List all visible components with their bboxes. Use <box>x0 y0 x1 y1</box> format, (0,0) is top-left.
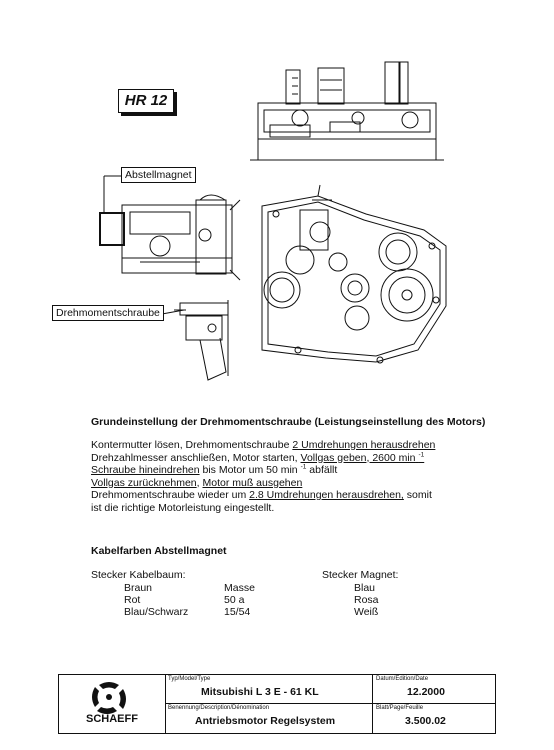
page-value: 3.500.02 <box>405 715 446 727</box>
gear-upper-right <box>379 233 417 271</box>
section-heading-kabelfarben: Kabelfarben Abstellmagnet <box>91 545 227 557</box>
cable-left-1: Braun <box>124 582 153 594</box>
instruction-text <box>91 439 511 514</box>
model-box: HR 12 <box>118 89 174 113</box>
type-label: Typ/Model/Type <box>168 676 211 682</box>
cable-right-3: Weiß <box>354 606 379 618</box>
title-block <box>58 674 496 734</box>
cell-page <box>373 704 495 733</box>
cable-left-2: Rot <box>124 594 141 606</box>
cable-right-2: Rosa <box>354 594 379 606</box>
header-stecker-kabelbaum: Stecker Kabelbaum: <box>91 569 186 581</box>
description-value: Antriebsmotor Regelsystem <box>195 715 336 727</box>
date-value: 12.2000 <box>407 686 445 698</box>
top-assembly-drawing <box>250 62 444 160</box>
leader-drehmomentschraube <box>162 310 184 314</box>
schaeff-logo <box>59 675 166 733</box>
schaeff-emblem-icon <box>59 677 165 715</box>
cable-mid-3: 15/54 <box>224 606 251 618</box>
logo-text: SCHAEFF <box>86 713 138 725</box>
section-heading-grundeinstellung: Grundeinstellung der Drehmomentschraube (Leistungseinstellung des Motors) <box>91 416 486 428</box>
page-label: Blatt/Page/Feuille <box>376 705 424 711</box>
instruction-line-5: Drehmomentschraube wieder um 2.8 Umdrehungen herausdrehen, somit <box>91 489 432 501</box>
instruction-line-2: Drehzahlmesser anschließen, Motor starten, Vollgas geben, 2600 min $^{-1}$ <box>91 451 425 464</box>
instruction-line-6: ist die richtige Motorleistung eingestellt. <box>91 501 275 514</box>
header-stecker-magnet: Stecker Magnet: <box>322 569 399 581</box>
gear-center-hub <box>341 274 369 302</box>
label-drehmomentschraube: Drehmomentschraube <box>52 305 164 321</box>
cell-type <box>165 675 373 704</box>
cable-mid-2: 50 a <box>224 594 245 606</box>
gear-housing-drawing <box>262 185 446 363</box>
cell-description <box>165 704 373 733</box>
instruction-line-4: Vollgas zurücknehmen, Motor muß ausgehen <box>91 476 303 489</box>
shutdown-solenoid-drawing <box>100 195 240 280</box>
cable-mid-1: Masse <box>224 582 255 594</box>
instruction-line-1: Kontermutter lösen, Drehmomentschraube 2 Umdrehungen herausdrehen <box>91 439 436 451</box>
date-label: Datum/Edition/Date <box>376 676 429 682</box>
cable-left-3: Blau/Schwarz <box>124 606 189 618</box>
description-label: Benennung/Description/Dénomination <box>168 705 270 711</box>
cell-date <box>373 675 495 704</box>
gear-left <box>264 272 300 308</box>
label-abstellmagnet: Abstellmagnet <box>121 167 196 183</box>
torque-screw-drawing <box>174 300 228 380</box>
instruction-line-3: Schraube hineindrehen bis Motor um 50 min $^{-1}$ abfällt <box>91 463 338 476</box>
cable-right-1: Blau <box>354 582 376 594</box>
type-value: Mitsubishi L 3 E - 61 KL <box>201 686 319 698</box>
